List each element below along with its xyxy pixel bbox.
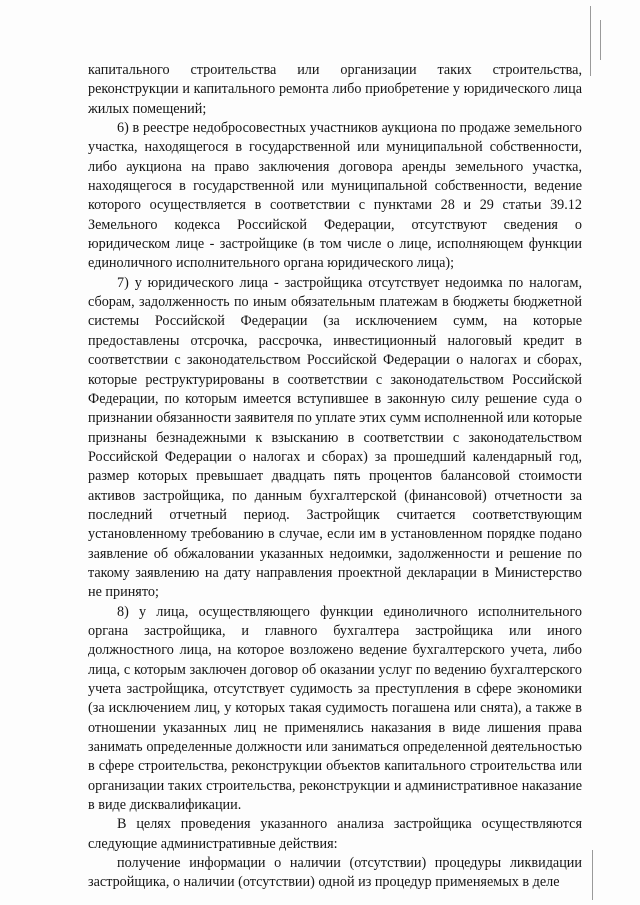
- scan-edge-mark: [600, 20, 601, 60]
- paragraph-analysis-intro: В целях проведения указанного анализа застройщика осуществляются следующие административные действия:: [88, 816, 582, 852]
- paragraph-item-8: 8) у лица, осуществляющего функции единоличного исполнительного органа застройщика, и главного бухгалтера застройщика или иного должностного лица, на которое возложено ведение бухгалтерского учета, либо лица, с которым заключен договор об оказании услуг по ведению бухгалтерского учета застройщика, отсутствует судимость за преступления в сфере экономики (за исключением лиц, у которых такая судимость погашена или снята), а также в отношении указанных лиц не применялись наказания в виде лишения права занимать определенные должности или заниматься определенной деятельностью в сфере строительства, реконструкции объектов капитального строительства или организации таких строительства, реконструкции и административное наказание в виде дисквалификации.: [88, 603, 582, 814]
- document-body: [88, 61, 582, 893]
- paragraph-item-6: 6) в реестре недобросовестных участников аукциона по продаже земельного участка, находящегося в государственной или муниципальной собственности, либо аукциона на право заключения договора аренды земельного участка, находящегося в государственной или муниципальной собственности, ведение которого осуществляется в соответствии с пунктами 28 и 29 статьи 39.12 Земельного кодекса Российской Федерации, отсутствуют сведения о юридическом лице - застройщике (в том числе о лице, исполняющем функции единоличного исполнительного органа юридического лица);: [88, 120, 582, 272]
- paragraph-item-7: 7) у юридического лица - застройщика отсутствует недоимка по налогам, сборам, задолженность по иным обязательным платежам в бюджеты бюджетной системы Российской Федерации (за исключением сумм, на которые предоставлены отсрочка, рассрочка, инвестиционный налоговый кредит в соответствии с законодательством Российской Федерации о налогах и сборах, которые реструктурированы в соответствии с законодательством Российской Федерации, по которым имеется вступившее в законную силу решение суда о признании обязанности заявителя по уплате этих сумм исполненной или которые признаны безнадежными к взысканию в соответствии с законодательством Российской Федерации о налогах и сборах) за прошедший календарный год, размер которых превышает двадцать пять процентов балансовой стоимости активов застройщика, по данным бухгалтерской (финансовой) отчетности за последний отчетный период. Застройщик считается соответствующим установленному требованию в случае, если им в установленном порядке подано заявление об обжаловании указанных недоимки, задолженности и решение по такому заявлению на дату направления проектной декларации в Министерство не принято;: [88, 274, 582, 601]
- paragraph-liquidation-info: получение информации о наличии (отсутствии) процедуры ликвидации застройщика, о наличии (отсутствии) одной из процедур применяемых в деле: [88, 855, 582, 891]
- paragraph-continuation: капитального строительства или организации таких строительства, реконструкции и капитального ремонта либо приобретение у юридического лица жилых помещений;: [88, 62, 582, 117]
- scan-edge-mark: [592, 850, 593, 900]
- scan-edge-mark: [590, 6, 591, 76]
